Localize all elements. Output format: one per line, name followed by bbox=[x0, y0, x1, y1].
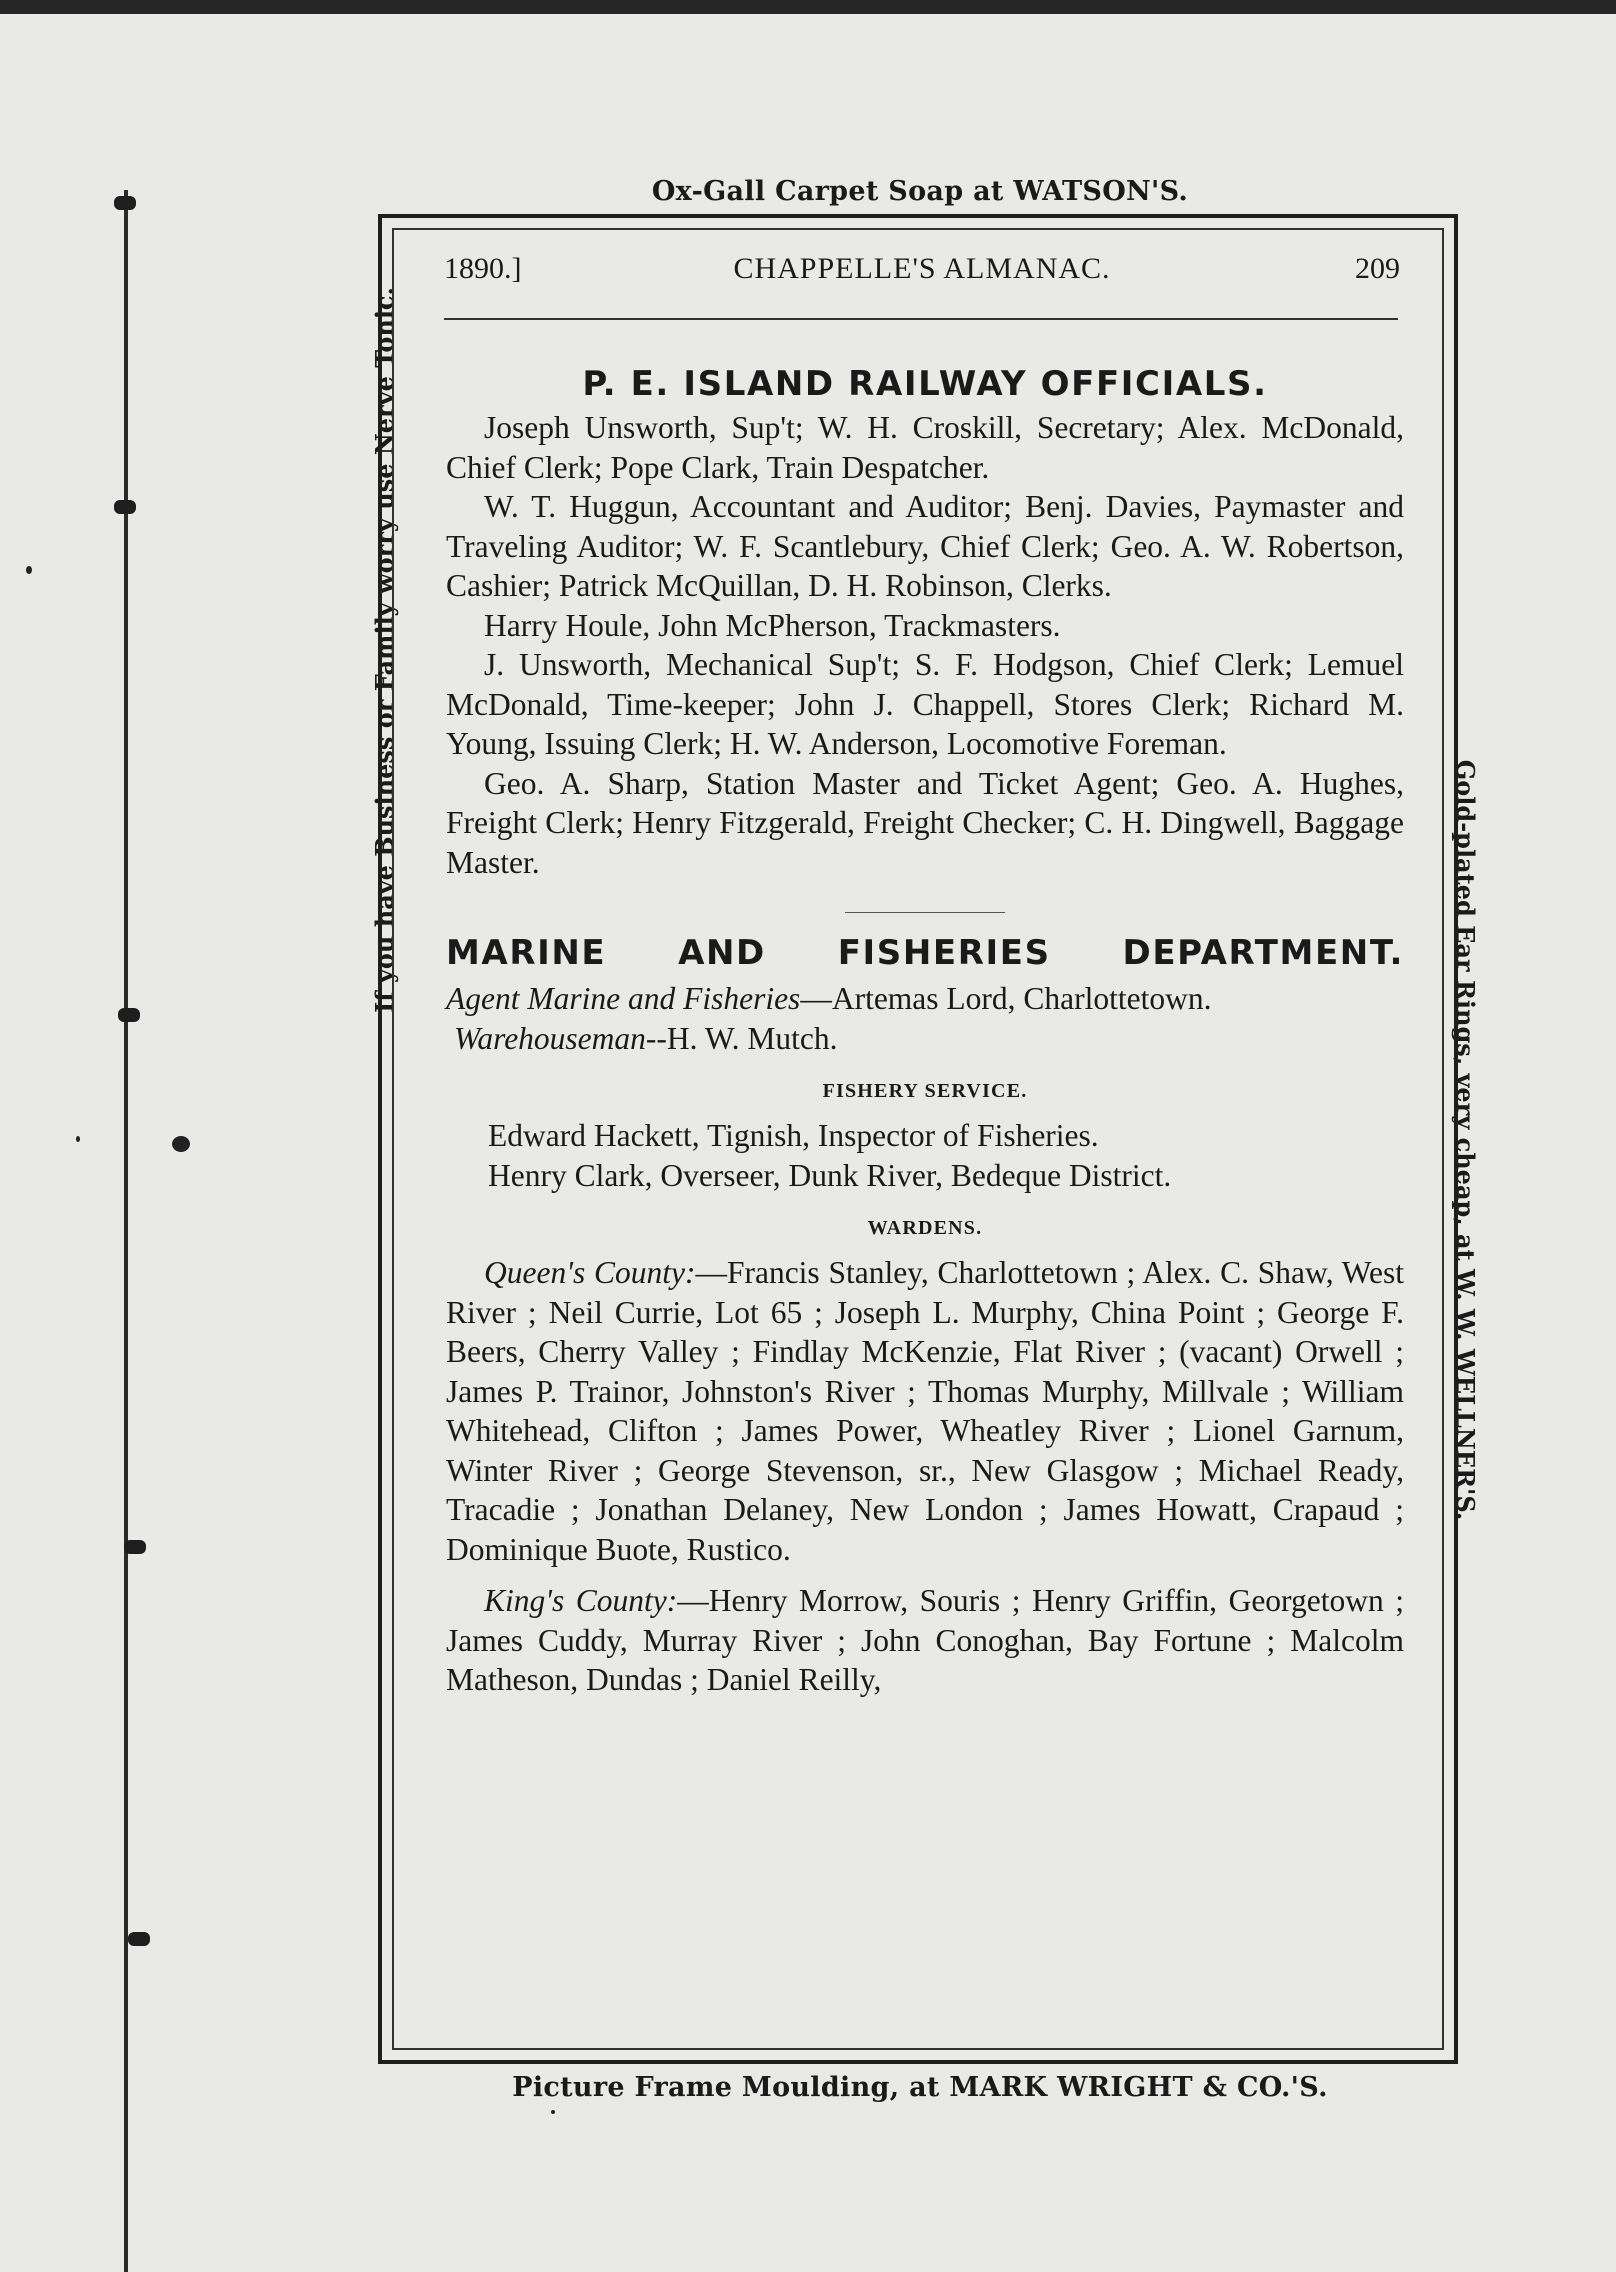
running-header bbox=[444, 252, 1400, 296]
railway-heading: P. E. ISLAND RAILWAY OFFICIALS. bbox=[582, 364, 1268, 404]
kings-county-list: —Henry Morrow, Souris ; Henry Griffin, Georgetown ; James Cuddy, Murray River ; John Conoghan, Bay Fortune ; Malcolm Matheson, Dundas ; Daniel Reilly, bbox=[446, 1583, 1404, 1697]
railway-paragraph: J. Unsworth, Mechanical Sup't; S. F. Hodgson, Chief Clerk; Lemuel McDonald, Time-keeper; John J. Chappell, Stores Clerk; Richard M. Young, Issuing Clerk; H. W. Anderson, Locomotive Foreman. bbox=[446, 647, 1404, 761]
advert-right-margin: Gold-plated Ear Rings, very cheap, at W. W. WELLNER'S. bbox=[1451, 759, 1480, 1521]
fishery-list bbox=[446, 1116, 1404, 1195]
fishery-service-heading: FISHERY SERVICE. bbox=[822, 1080, 1028, 1102]
kings-county-wardens bbox=[446, 1581, 1404, 1700]
ink-speck bbox=[551, 2110, 555, 2114]
page-number: 209 bbox=[1355, 252, 1400, 285]
header-year: 1890.] bbox=[444, 252, 522, 285]
wardens-heading: WARDENS. bbox=[867, 1217, 983, 1239]
queens-county-list: —Francis Stanley, Charlottetown ; Alex. C. Shaw, West River ; Neil Currie, Lot 65 ; Joseph L. Murphy, China Point ; George F. Beers, Cherry Valley ; Findlay McKenzie, Flat River ; (vacant) Orwell ; James P. Trainor, Johnston's River ; Thomas Murphy, Millvale ; William Whitehead, Clifton ; James Power, Wheatley River ; Lionel Garnum, Winter River ; George Stevenson, sr., New Glasgow ; Michael Ready, Tracadie ; Jonathan Delaney, New London ; James Howatt, Crapaud ; Dominique Buote, Rustico. bbox=[446, 1255, 1404, 1567]
marine-heading: MARINE AND FISHERIES DEPARTMENT. bbox=[446, 933, 1404, 973]
binding-knot bbox=[114, 196, 136, 210]
queens-county-wardens bbox=[446, 1253, 1404, 1569]
scan-border bbox=[0, 0, 1616, 14]
fishery-line: Edward Hackett, Tignish, Inspector of Fisheries. bbox=[488, 1118, 1099, 1153]
binding-knot bbox=[114, 500, 136, 514]
agent-title: Agent Marine and Fisheries bbox=[446, 981, 801, 1016]
railway-paragraph: W. T. Huggun, Accountant and Auditor; Benj. Davies, Paymaster and Traveling Auditor; W. F. Scantlebury, Chief Clerk; Geo. A. W. Robertson, Cashier; Patrick McQuillan, D. H. Robinson, Clerks. bbox=[446, 489, 1404, 603]
agent-line bbox=[446, 979, 1404, 1019]
fishery-line: Henry Clark, Overseer, Dunk River, Bedeque District. bbox=[488, 1157, 1172, 1193]
ink-speck bbox=[76, 1136, 80, 1142]
railway-paragraph: Harry Houle, John McPherson, Trackmasters. bbox=[484, 607, 1061, 643]
queens-county-label: Queen's County: bbox=[484, 1255, 696, 1290]
warehouse-name: --H. W. Mutch. bbox=[645, 1020, 838, 1056]
section-divider bbox=[845, 912, 1005, 913]
header-rule bbox=[444, 318, 1398, 320]
agent-name: —Artemas Lord, Charlottetown. bbox=[800, 981, 1212, 1016]
warehouse-title: Warehouseman bbox=[454, 1020, 646, 1056]
binding-knot bbox=[128, 1932, 150, 1946]
binding-knot bbox=[118, 1008, 140, 1022]
warehouse-line bbox=[446, 1019, 1404, 1059]
railway-paragraph: Geo. A. Sharp, Station Master and Ticket Agent; Geo. A. Hughes, Freight Clerk; Henry Fitzgerald, Freight Checker; C. H. Dingwell, Baggage Master. bbox=[446, 765, 1404, 880]
binding-knot bbox=[124, 1540, 146, 1554]
header-title: CHAPPELLE'S ALMANAC. bbox=[733, 252, 1111, 285]
ink-speck bbox=[26, 566, 32, 574]
advert-left-margin: If you have Business or Family worry use Nerve Tonic. bbox=[370, 287, 399, 1013]
kings-county-label: King's County: bbox=[484, 1583, 678, 1618]
ink-speck bbox=[172, 1136, 190, 1152]
advert-top: Ox-Gall Carpet Soap at WATSON'S. bbox=[651, 176, 1189, 207]
advert-bottom: Picture Frame Moulding, at MARK WRIGHT & CO.'S. bbox=[512, 2072, 1328, 2103]
railway-paragraph: Joseph Unsworth, Sup't; W. H. Croskill, Secretary; Alex. McDonald, Chief Clerk; Pope Clark, Train Despatcher. bbox=[446, 410, 1404, 485]
page-body bbox=[446, 362, 1404, 1700]
